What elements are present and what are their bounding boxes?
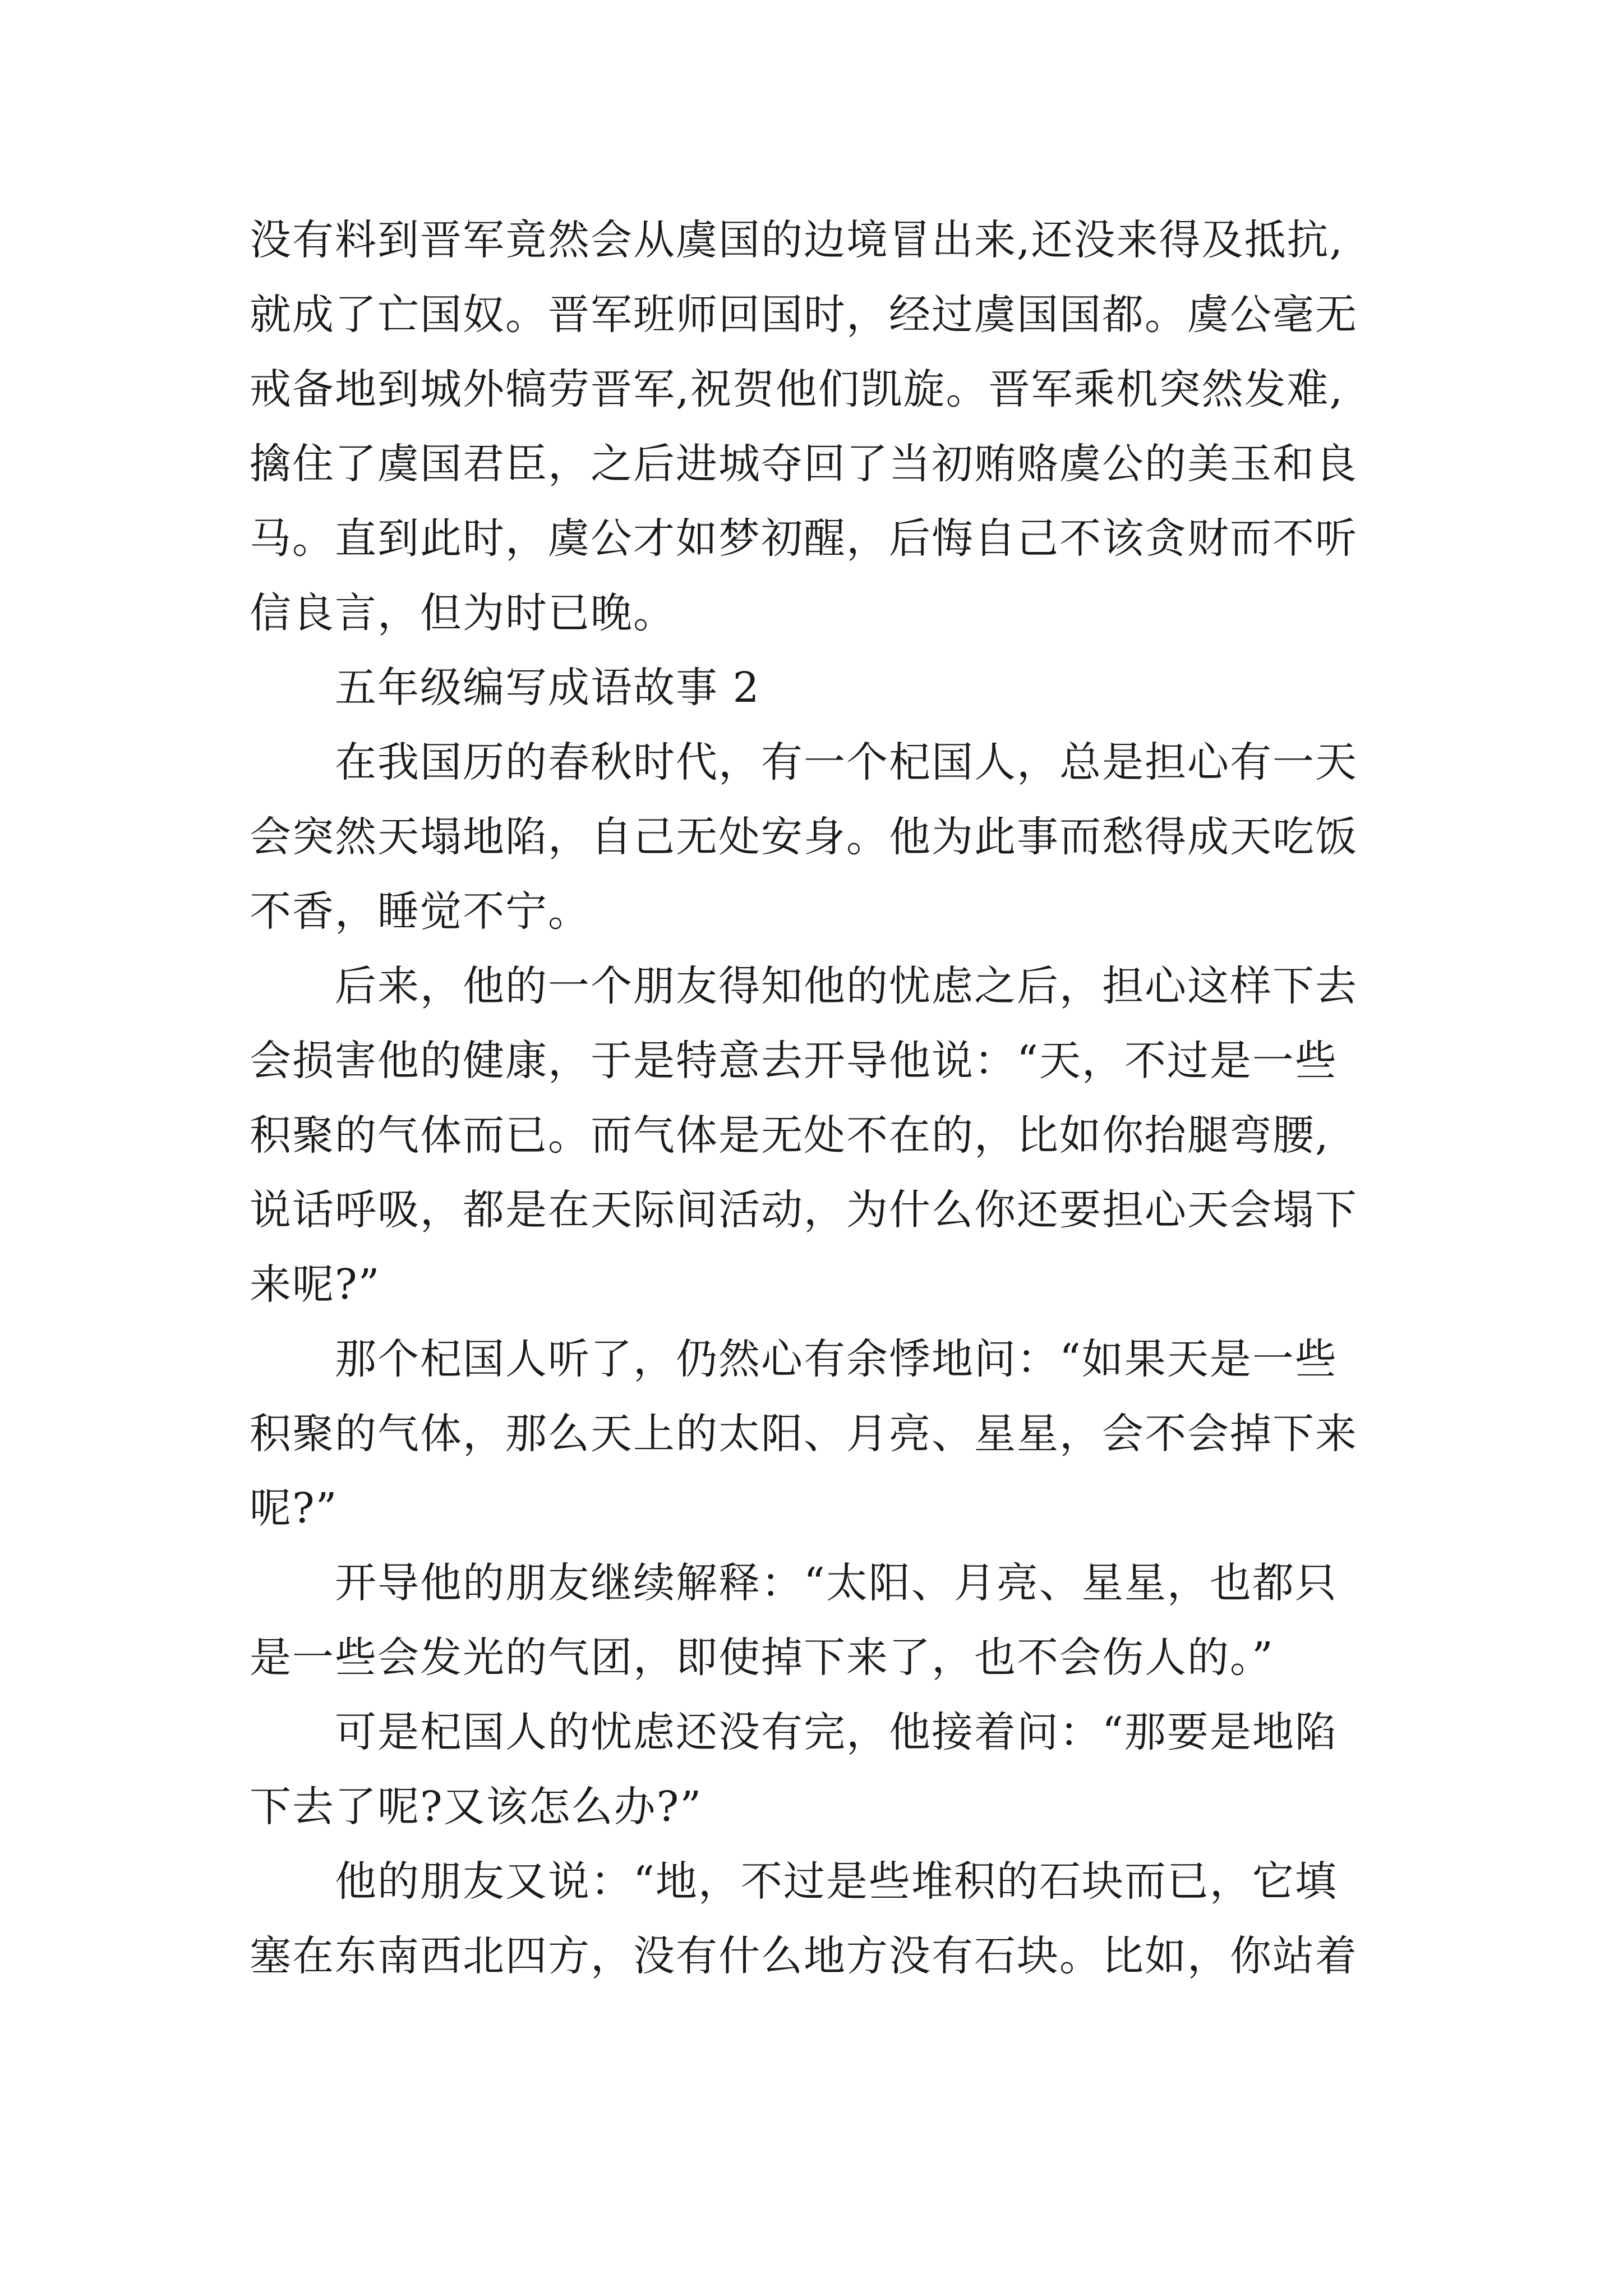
text-line: 在我国历的春秋时代，有一个杞国人，总是担心有一天 xyxy=(335,738,1358,786)
text-line: 塞在东南西北四方，没有什么地方没有石块。比如，你站着 xyxy=(250,1932,1358,1980)
text-line: 会突然天塌地陷，自己无处安身。他为此事而愁得成天吃饭 xyxy=(250,813,1358,861)
text-line: 呢?” xyxy=(250,1484,338,1533)
text-line: 信良言，但为时已晚。 xyxy=(250,589,676,637)
text-line: 擒住了虞国君臣，之后进城夺回了当初贿赂虞公的美玉和良 xyxy=(250,440,1358,488)
text-line: 来呢?” xyxy=(250,1260,381,1309)
text-line: 马。直到此时，虞公才如梦初醒，后悔自己不该贪财而不听 xyxy=(250,514,1358,563)
section-heading: 五年级编写成语故事 2 xyxy=(335,664,760,712)
text-line: 不香，睡觉不宁。 xyxy=(250,887,591,936)
text-line: 下去了呢?又该怎么办?” xyxy=(250,1783,703,1831)
text-line: 没有料到晋军竟然会从虞国的边境冒出来,还没来得及抵抗, xyxy=(250,216,1344,264)
text-line: 会损害他的健康，于是特意去开导他说：“天，不过是一些 xyxy=(250,1037,1338,1085)
text-line: 积聚的气体而已。而气体是无处不在的，比如你抬腿弯腰, xyxy=(250,1111,1330,1159)
text-line: 戒备地到城外犒劳晋军,祝贺他们凯旋。晋军乘机突然发难, xyxy=(250,365,1344,413)
text-line: 后来，他的一个朋友得知他的忧虑之后，担心这样下去 xyxy=(335,962,1358,1010)
text-line: 积聚的气体，那么天上的太阳、月亮、星星，会不会掉下来 xyxy=(250,1410,1358,1458)
text-line: 那个杞国人听了，仍然心有余悸地问：“如果天是一些 xyxy=(335,1335,1338,1383)
text-line: 他的朋友又说：“地，不过是些堆积的石块而已，它填 xyxy=(335,1857,1338,1906)
text-line: 开导他的朋友继续解释：“太阳、月亮、星星，也都只 xyxy=(335,1559,1338,1607)
text-line: 是一些会发光的气团，即使掉下来了，也不会伤人的。” xyxy=(250,1634,1274,1682)
text-line: 就成了亡国奴。晋军班师回国时，经过虞国国都。虞公毫无 xyxy=(250,291,1358,339)
text-line: 可是杞国人的忧虑还没有完，他接着问：“那要是地陷 xyxy=(335,1708,1338,1756)
text-line: 说话呼吸，都是在天际间活动，为什么你还要担心天会塌下 xyxy=(250,1186,1358,1234)
